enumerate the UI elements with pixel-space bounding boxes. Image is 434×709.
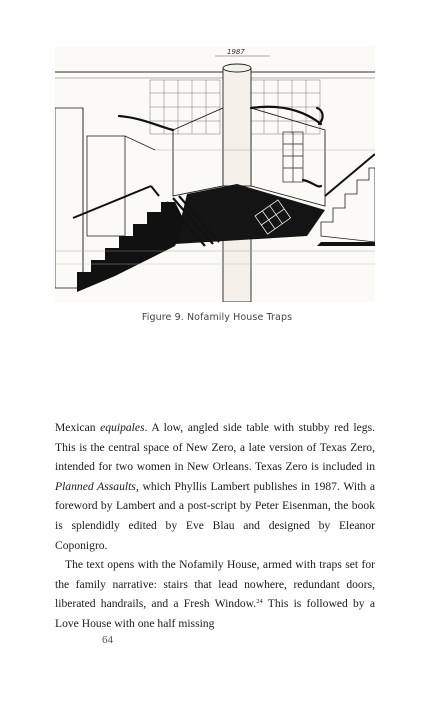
figure-caption: Figure 9. Nofamily House Traps [141,312,293,323]
architectural-drawing [55,46,375,302]
body-text [55,418,375,634]
page-number: 64 [102,634,113,646]
paragraph-2: The text opens with the Nofamily House, armed with traps set for the family narrative: stairs that lead nowhere, redundant doors, liberated handrails, and a Fresh Window.$^{24}$ This is followed by a Love House with one half missing [55,558,375,630]
paragraph-1: Mexican equipales. A low, angled side table with stubby red legs. This is the central space of New Zero, a late version of Texas Zero, intended for two women in New Orleans. Texas Zero is included in Planned Assaults, which Phyllis Lambert publishes in 1987. With a foreword by Lambert and a post-script by Peter Eisenman, the book is splendidly edited by Eve Blau and designed by Eleanor Coponigro. [55,421,375,552]
figure-nofamily-house-traps [55,46,375,302]
sketch-note: 1987 [227,48,245,56]
footnote-marker[interactable]: 24 [256,598,263,606]
